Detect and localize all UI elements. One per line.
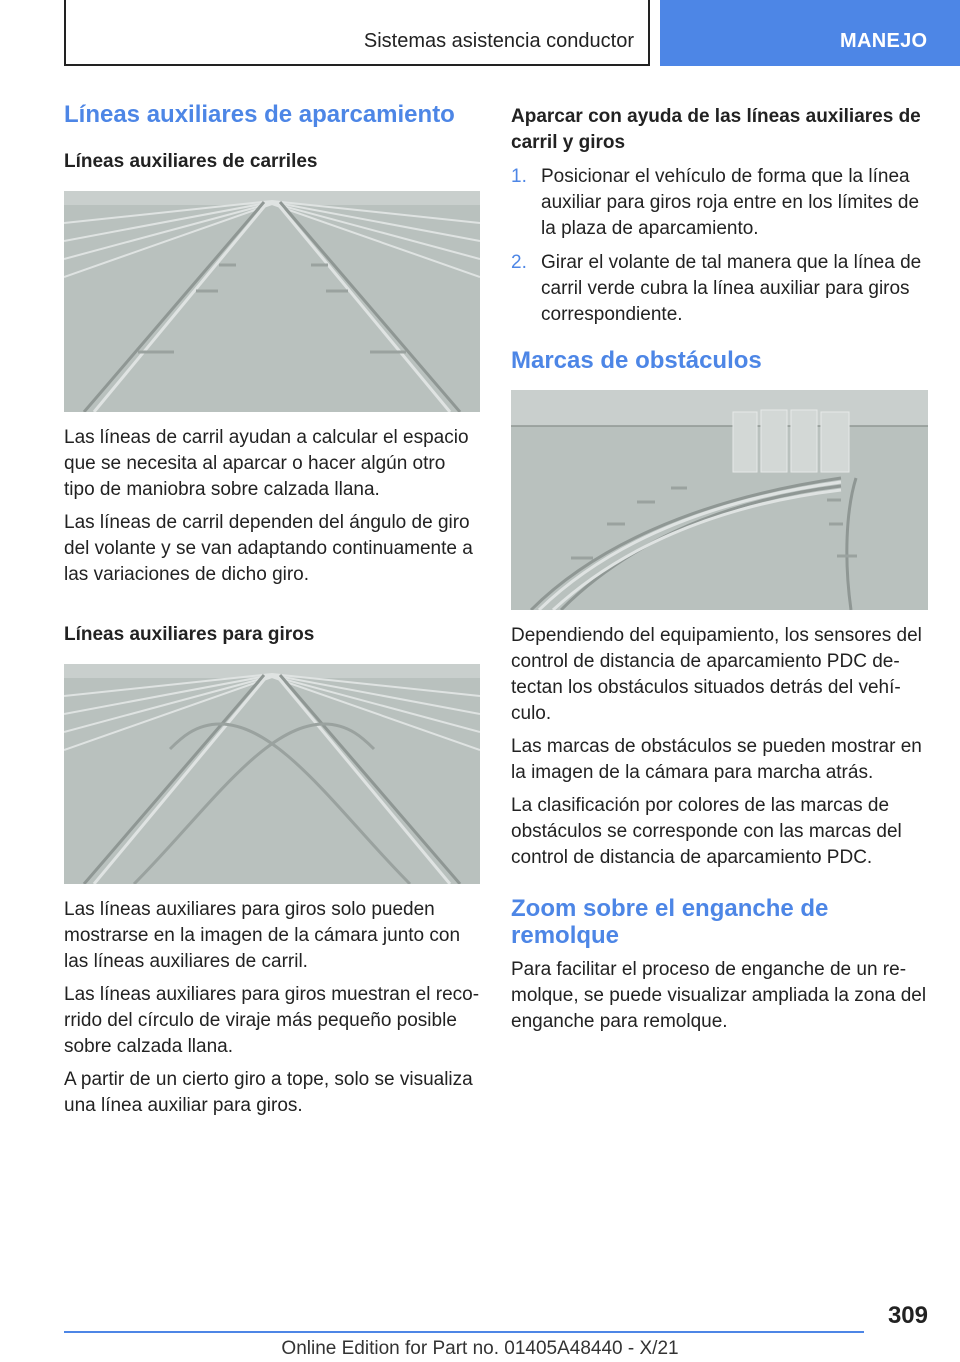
step-number: 2.: [511, 252, 527, 273]
header-frame: [64, 0, 650, 66]
obstacle-marks-paragraph-3: La clasificación por colores de las marcas de obstáculos se corresponde con las marcas del control de distancia de aparcamiento PDC.: [511, 795, 902, 868]
step-text: Posicionar el vehículo de forma que la línea auxiliar para giros roja entre en los límites de la plaza de aparcamiento.: [541, 166, 920, 239]
obstacle-marks-illustration-icon: [511, 390, 928, 610]
subheading-park-with-lines: Aparcar con ayuda de las líneas auxiliares de carril y giros: [511, 106, 921, 153]
step-number: 1.: [511, 166, 527, 187]
obstacle-marks-paragraph-1: Dependiendo del equipamiento, los sensores del control de distancia de aparcamiento PDC detectan los obstáculos situados detrás del vehículo.: [511, 625, 922, 724]
parking-step-1: [511, 164, 929, 242]
header-section-title: Sistemas asistencia conductor: [363, 30, 634, 52]
turn-lines-illustration-icon: [64, 664, 480, 884]
obstacle-marks-paragraph-2: Las marcas de obstáculos se pueden mostrar en la imagen de la cámara para marcha atrás.: [511, 736, 922, 783]
subheading-lane-lines: Líneas auxiliares de carriles: [64, 151, 318, 172]
right-column: [511, 104, 929, 1042]
footer-edition-text: Online Edition for Part no. 01405A48440 - X/21: [281, 1338, 679, 1359]
turn-lines-paragraph-3: A partir de un cierto giro a tope, solo se visualiza una línea auxiliar para giros.: [64, 1069, 473, 1116]
page-number: 309: [887, 1302, 928, 1329]
turn-lines-paragraph-1: Las líneas auxiliares para giros solo pueden mostrarse en la imagen de la cámara junto con las líneas auxiliares de carril.: [64, 899, 461, 972]
lane-lines-paragraph-2: Las líneas de carril dependen del ángulo de giro del volante y se van adaptando continuamente a las variaciones de dicho giro.: [64, 512, 473, 585]
parking-steps-list: [511, 164, 929, 328]
section-title-obstacle-marks: Marcas de obstáculos: [511, 347, 762, 374]
lane-lines-illustration-icon: [64, 191, 480, 412]
lane-lines-paragraph-1: Las líneas de carril ayudan a calcular el espacio que se necesita al aparcar o hacer algún otro tipo de maniobra sobre calzada llana.: [64, 427, 469, 500]
footer-divider: [64, 1331, 864, 1333]
step-text: Girar el volante de tal manera que la línea de carril verde cubra la línea auxiliar para giros correspondiente.: [541, 252, 922, 325]
header-chapter-label: MANEJO: [840, 30, 928, 52]
subheading-turn-lines: Líneas auxiliares para giros: [64, 624, 315, 645]
hitch-zoom-paragraph: Para facilitar el proceso de enganche de un remolque, se puede visualizar ampliada la zona del enganche para remolque.: [511, 959, 927, 1032]
turn-lines-paragraph-2: Las líneas auxiliares para giros muestran el recorrido del círculo de viraje más pequeño posible sobre calzada llana.: [64, 984, 480, 1057]
left-column: [64, 100, 480, 1126]
section-title-hitch-zoom: Zoom sobre el enganche de remolque: [511, 895, 829, 949]
parking-step-2: [511, 250, 929, 328]
section-title-parking-lines: Líneas auxiliares de aparcamiento: [64, 101, 455, 128]
